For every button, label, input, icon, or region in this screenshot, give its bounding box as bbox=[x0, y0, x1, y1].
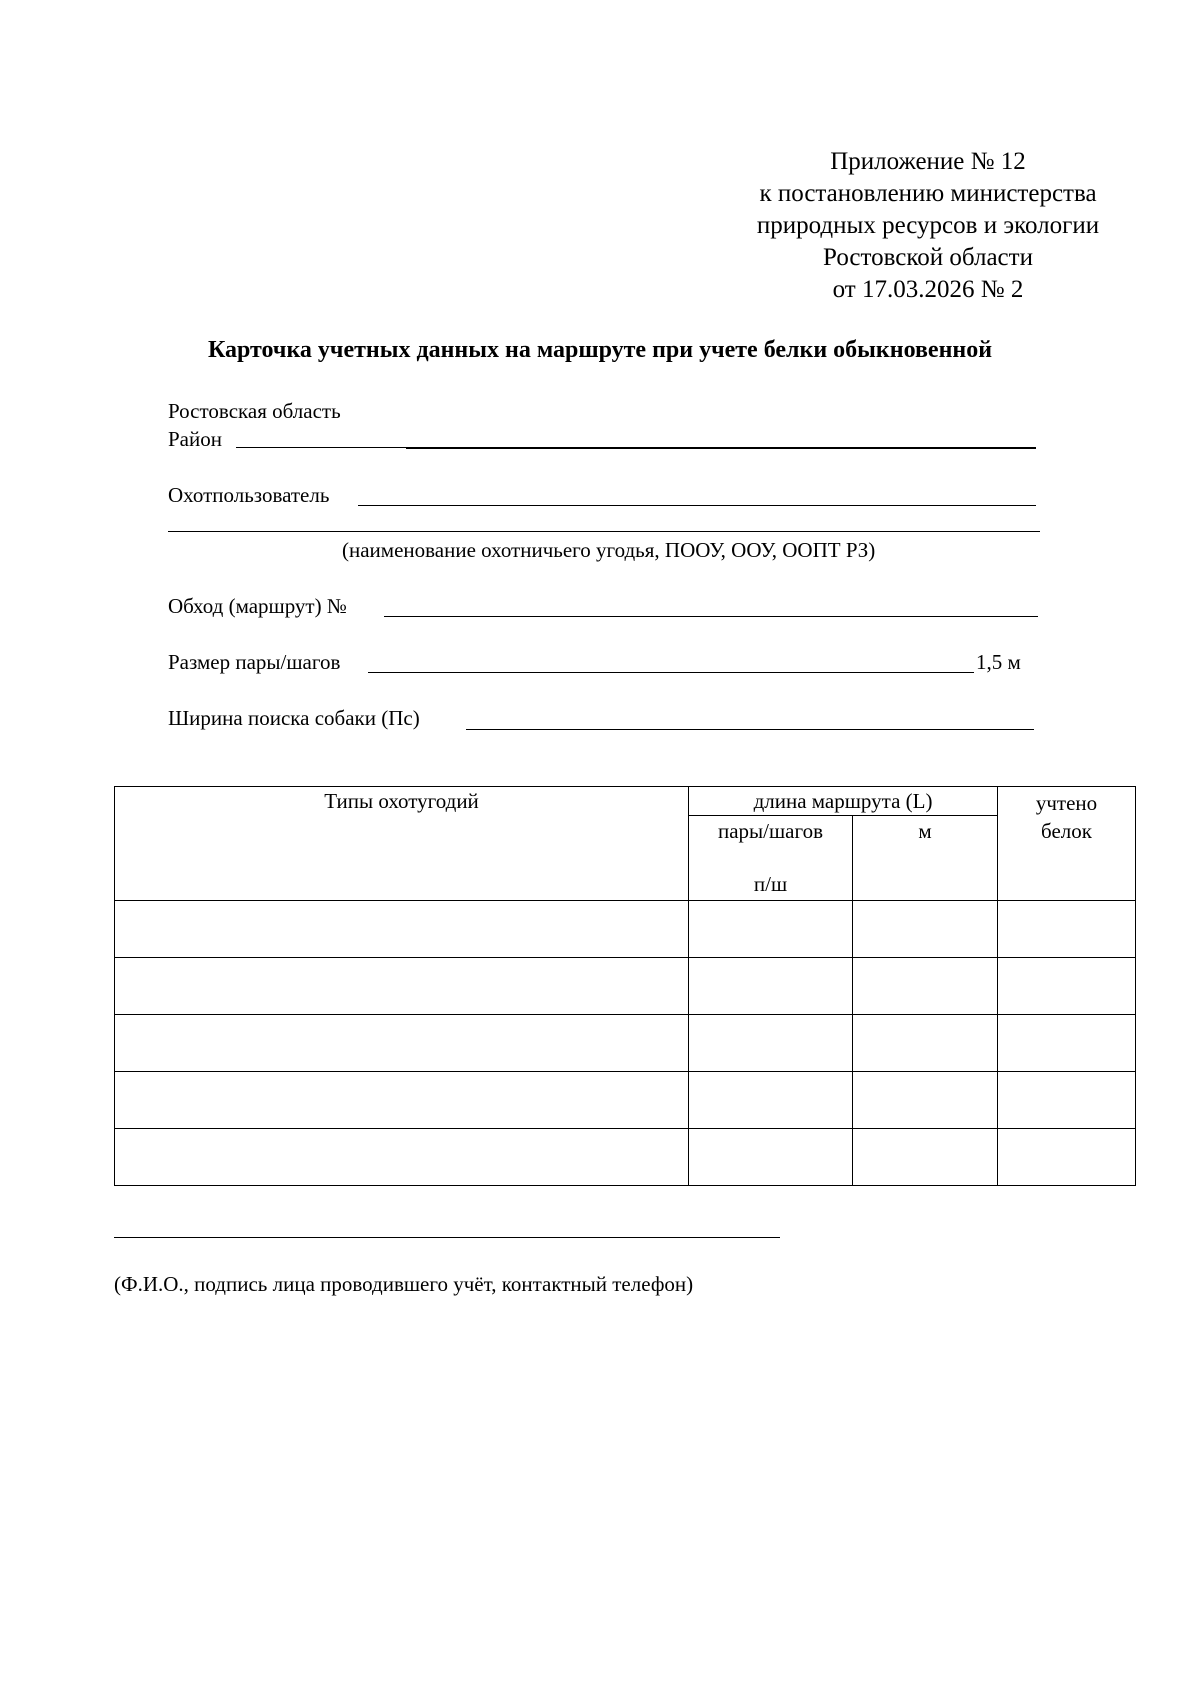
cell-counted[interactable] bbox=[998, 1072, 1136, 1129]
cell-meters[interactable] bbox=[853, 1072, 998, 1129]
header-pairs bbox=[689, 816, 853, 901]
appendix-date: от 17.03.2026 № 2 bbox=[832, 276, 1024, 303]
appendix-line-4: Ростовской области bbox=[823, 244, 1033, 271]
cell-pairs[interactable] bbox=[689, 901, 853, 958]
header-hunting-types bbox=[115, 787, 689, 901]
route-label: Обход (маршрут) № bbox=[168, 594, 347, 618]
header-counted-line1: учтено bbox=[1035, 791, 1098, 815]
cell-hunting-type[interactable] bbox=[115, 958, 689, 1015]
table-row bbox=[115, 1129, 1136, 1186]
pair-size-field[interactable] bbox=[368, 672, 974, 673]
cell-counted[interactable] bbox=[998, 901, 1136, 958]
district-field[interactable] bbox=[406, 447, 1036, 449]
table-row bbox=[115, 1072, 1136, 1129]
header-meters bbox=[853, 816, 998, 901]
hunter-field-second-line[interactable] bbox=[168, 531, 1040, 532]
pair-size-label: Размер пары/шагов bbox=[168, 650, 341, 674]
cell-counted[interactable] bbox=[998, 1015, 1136, 1072]
cell-hunting-type[interactable] bbox=[115, 1129, 689, 1186]
district-label: Район bbox=[168, 427, 222, 451]
hunter-field[interactable] bbox=[358, 505, 1036, 506]
pair-size-value: 1,5 м bbox=[976, 650, 1021, 674]
table-row bbox=[115, 1015, 1136, 1072]
region-label: Ростовская область bbox=[168, 399, 341, 423]
cell-pairs[interactable] bbox=[689, 958, 853, 1015]
district-line-thin bbox=[236, 447, 406, 448]
header-pairs-text: пары/шагов bbox=[718, 819, 823, 843]
header-counted bbox=[998, 787, 1136, 901]
signature-field[interactable] bbox=[114, 1237, 780, 1238]
cell-meters[interactable] bbox=[853, 958, 998, 1015]
route-field[interactable] bbox=[384, 616, 1038, 617]
cell-meters[interactable] bbox=[853, 901, 998, 958]
dog-width-label: Ширина поиска собаки (Пс) bbox=[168, 706, 420, 730]
cell-hunting-type[interactable] bbox=[115, 1072, 689, 1129]
appendix-line-2: к постановлению министерства bbox=[759, 180, 1097, 207]
header-counted-line2: белок bbox=[1041, 819, 1092, 843]
header-meters-text: м bbox=[918, 819, 932, 843]
cell-meters[interactable] bbox=[853, 1129, 998, 1186]
header-route-length-text: длина маршрута (L) bbox=[753, 789, 933, 813]
table-row bbox=[115, 901, 1136, 958]
cell-pairs[interactable] bbox=[689, 1129, 853, 1186]
appendix-line-3: природных ресурсов и экологии bbox=[756, 212, 1100, 239]
header-pairs-unit: п/ш bbox=[753, 872, 788, 896]
hunter-hint: (наименование охотничьего угодья, ПООУ, ООУ, ООПТ РЗ) bbox=[342, 538, 876, 562]
cell-pairs[interactable] bbox=[689, 1072, 853, 1129]
table-row bbox=[115, 958, 1136, 1015]
cell-counted[interactable] bbox=[998, 1129, 1136, 1186]
appendix-number: Приложение № 12 bbox=[830, 148, 1026, 175]
hunter-label: Охотпользователь bbox=[168, 483, 330, 507]
header-hunting-types-text: Типы охотугодий bbox=[324, 789, 479, 813]
cell-pairs[interactable] bbox=[689, 1015, 853, 1072]
signature-hint: (Ф.И.О., подпись лица проводившего учёт, контактный телефон) bbox=[114, 1272, 694, 1296]
cell-meters[interactable] bbox=[853, 1015, 998, 1072]
dog-width-field[interactable] bbox=[466, 729, 1034, 730]
cell-hunting-type[interactable] bbox=[115, 1015, 689, 1072]
cell-counted[interactable] bbox=[998, 958, 1136, 1015]
route-data-table bbox=[114, 786, 1136, 1186]
document-title: Карточка учетных данных на маршруте при учете белки обыкновенной bbox=[207, 337, 993, 363]
header-route-length bbox=[689, 787, 998, 816]
cell-hunting-type[interactable] bbox=[115, 901, 689, 958]
